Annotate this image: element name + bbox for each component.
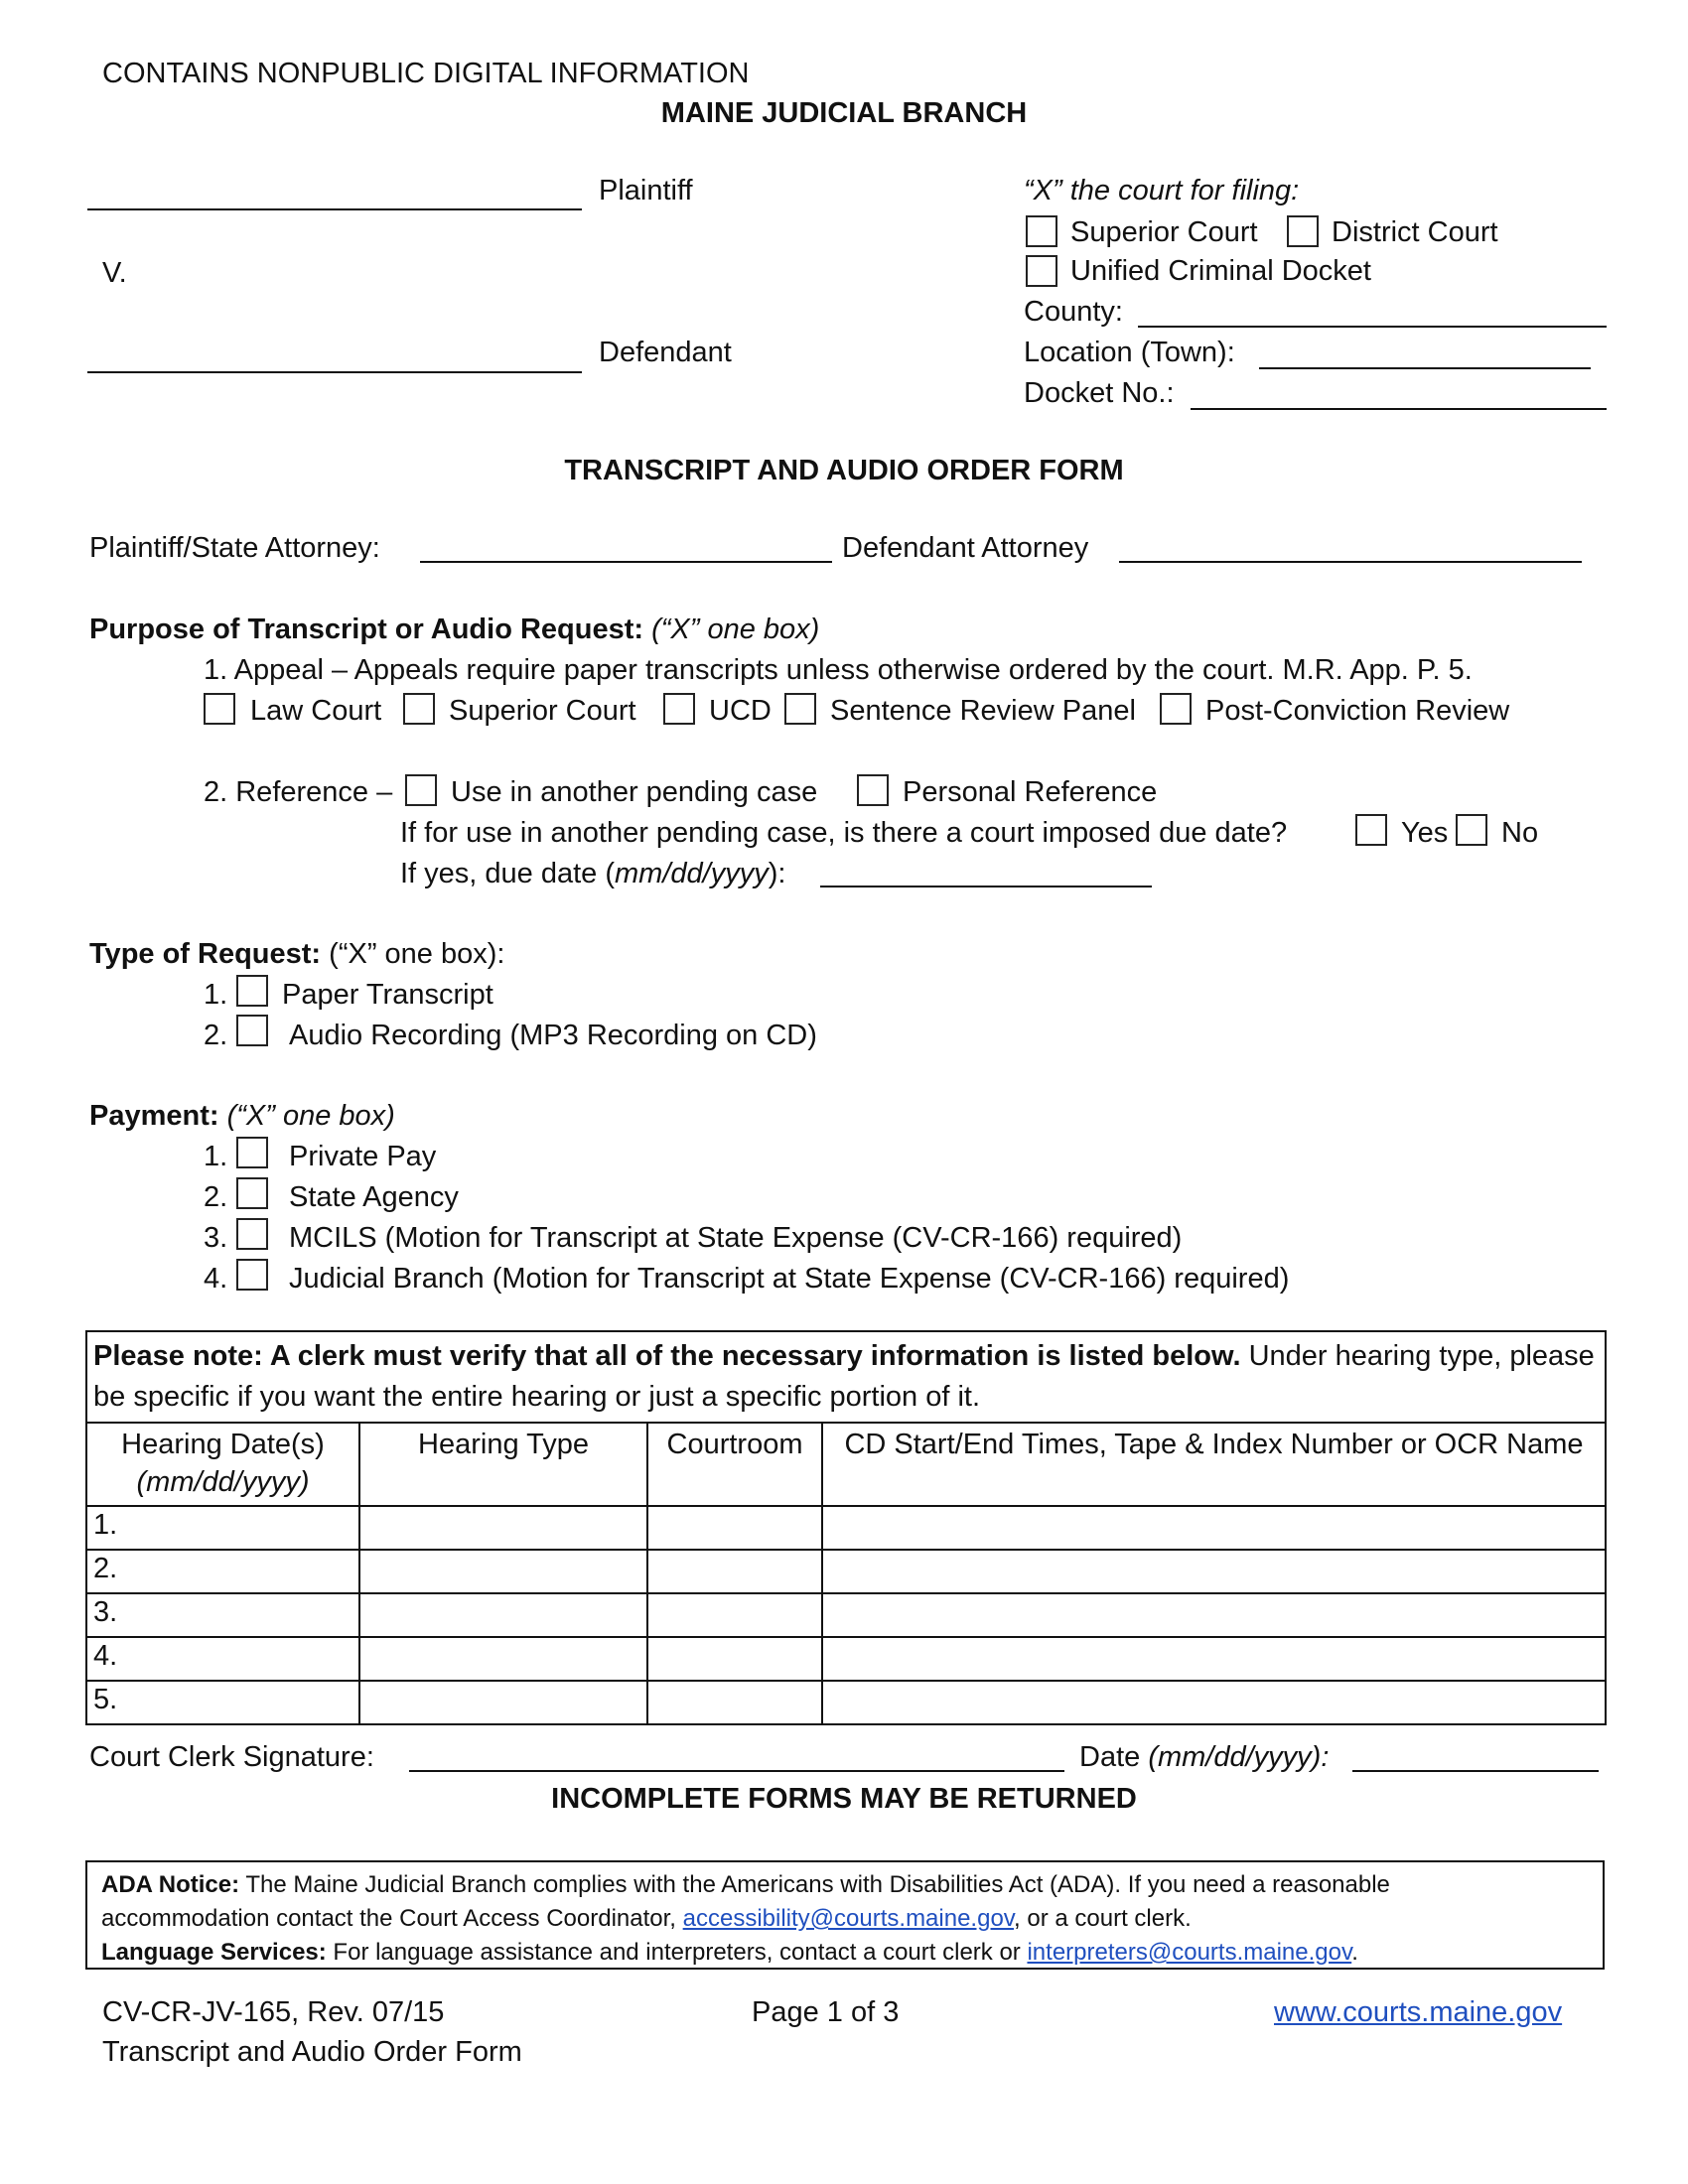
accessibility-email-link[interactable]: accessibility@courts.maine.gov [682, 1905, 1015, 1932]
private-pay-label: Private Pay [289, 1141, 437, 1172]
reference-label: 2. Reference – [204, 776, 393, 808]
row-number[interactable]: 1. [86, 1506, 359, 1550]
row-number[interactable]: 3. [86, 1593, 359, 1637]
mcils-checkbox[interactable] [236, 1218, 268, 1250]
due-date-label: If yes, due date (mm/dd/yyyy): [400, 858, 786, 889]
table-row [86, 1593, 1606, 1637]
request-item-number: 2. [204, 1020, 228, 1051]
courtroom-cell[interactable] [647, 1506, 822, 1550]
defendant-attorney-field[interactable] [1119, 561, 1582, 563]
plaintiff-name-line[interactable] [87, 208, 582, 210]
state-agency-label: State Agency [289, 1181, 459, 1213]
website-link[interactable]: www.courts.maine.gov [1274, 1996, 1563, 2028]
mcils-label: MCILS (Motion for Transcript at State Expense (CV-CR-166) required) [289, 1222, 1183, 1254]
district-court-label: District Court [1332, 216, 1498, 248]
incomplete-warning: INCOMPLETE FORMS MAY BE RETURNED [551, 1783, 1137, 1815]
table-row [86, 1637, 1606, 1681]
location-field[interactable] [1259, 367, 1591, 369]
audio-recording-label: Audio Recording (MP3 Recording on CD) [289, 1020, 817, 1051]
purpose-heading: Purpose of Transcript or Audio Request: (“X” one box) [89, 614, 820, 645]
page-number: Page 1 of 3 [752, 1996, 900, 2028]
branch-title: MAINE JUDICIAL BRANCH [660, 97, 1028, 129]
cd-times-cell[interactable] [822, 1506, 1606, 1550]
nonpublic-notice: CONTAINS NONPUBLIC DIGITAL INFORMATION [102, 58, 750, 89]
law-court-checkbox[interactable] [204, 693, 235, 725]
ada-line-1: ADA Notice: The Maine Judicial Branch complies with the Americans with Disabilities Act (ADA). If you need a reasonable [101, 1871, 1390, 1898]
due-date-question: If for use in another pending case, is there a court imposed due date? [400, 817, 1288, 849]
unified-criminal-docket-label: Unified Criminal Docket [1070, 255, 1371, 287]
col-courtroom: Courtroom [647, 1423, 822, 1506]
cd-times-cell[interactable] [822, 1550, 1606, 1593]
due-date-yes-label: Yes [1401, 817, 1449, 849]
table-row [86, 1681, 1606, 1724]
request-type-heading: Type of Request: (“X” one box): [89, 938, 505, 970]
cd-times-cell[interactable] [822, 1593, 1606, 1637]
plaintiff-attorney-label: Plaintiff/State Attorney: [89, 532, 380, 564]
defendant-label: Defendant [599, 337, 732, 368]
paper-transcript-checkbox[interactable] [236, 975, 268, 1007]
hearing-table [85, 1330, 1607, 1725]
signature-date-label: Date (mm/dd/yyyy): [1079, 1741, 1330, 1773]
due-date-field[interactable] [820, 886, 1152, 887]
superior-court-checkbox[interactable] [1026, 215, 1057, 247]
private-pay-checkbox[interactable] [236, 1137, 268, 1168]
due-date-yes-checkbox[interactable] [1355, 814, 1387, 846]
hearing-type-cell[interactable] [359, 1681, 647, 1724]
hearing-type-cell[interactable] [359, 1637, 647, 1681]
ucd-label: UCD [709, 695, 772, 727]
location-label: Location (Town): [1024, 337, 1235, 368]
defendant-name-line[interactable] [87, 371, 582, 373]
hearing-type-cell[interactable] [359, 1593, 647, 1637]
payment-item-number: 4. [204, 1263, 228, 1295]
ucd-checkbox[interactable] [663, 693, 695, 725]
table-row [86, 1506, 1606, 1550]
courtroom-cell[interactable] [647, 1593, 822, 1637]
clerk-signature-field[interactable] [409, 1770, 1064, 1772]
appeal-superior-court-label: Superior Court [449, 695, 636, 727]
col-hearing-type: Hearing Type [359, 1423, 647, 1506]
plaintiff-attorney-field[interactable] [420, 561, 832, 563]
state-agency-checkbox[interactable] [236, 1177, 268, 1209]
personal-reference-checkbox[interactable] [857, 774, 889, 806]
county-field[interactable] [1138, 326, 1607, 328]
judicial-branch-checkbox[interactable] [236, 1259, 268, 1291]
signature-date-field[interactable] [1352, 1770, 1599, 1772]
row-number[interactable]: 4. [86, 1637, 359, 1681]
col-hearing-date: Hearing Date(s) (mm/dd/yyyy) [86, 1423, 359, 1506]
clerk-signature-label: Court Clerk Signature: [89, 1741, 374, 1773]
hearing-type-cell[interactable] [359, 1550, 647, 1593]
paper-transcript-label: Paper Transcript [282, 979, 493, 1011]
post-conviction-review-checkbox[interactable] [1160, 693, 1192, 725]
language-services-line: Language Services: For language assistance and interpreters, contact a court clerk or interpreters@courts.maine.gov. [101, 1939, 1358, 1966]
unified-criminal-docket-checkbox[interactable] [1026, 255, 1057, 287]
sentence-review-panel-label: Sentence Review Panel [830, 695, 1136, 727]
audio-recording-checkbox[interactable] [236, 1015, 268, 1046]
form-name: Transcript and Audio Order Form [102, 2036, 522, 2068]
row-number[interactable]: 5. [86, 1681, 359, 1724]
pending-case-label: Use in another pending case [451, 776, 818, 808]
request-item-number: 1. [204, 979, 228, 1011]
courtroom-cell[interactable] [647, 1550, 822, 1593]
payment-item-number: 2. [204, 1181, 228, 1213]
payment-item-number: 1. [204, 1141, 228, 1172]
payment-item-number: 3. [204, 1222, 228, 1254]
form-title: TRANSCRIPT AND AUDIO ORDER FORM [564, 455, 1124, 486]
hearing-type-cell[interactable] [359, 1506, 647, 1550]
payment-heading: Payment: (“X” one box) [89, 1100, 395, 1132]
clerk-note: Please note: A clerk must verify that all of the necessary information is listed below. Under hearing type, please be specific if you want the entire hearing or just a specific portion of it. [86, 1331, 1606, 1423]
interpreters-email-link[interactable]: interpreters@courts.maine.gov [1027, 1939, 1352, 1966]
appeal-superior-court-checkbox[interactable] [403, 693, 435, 725]
judicial-branch-label: Judicial Branch (Motion for Transcript at State Expense (CV-CR-166) required) [289, 1263, 1290, 1295]
courtroom-cell[interactable] [647, 1681, 822, 1724]
docket-field[interactable] [1191, 408, 1607, 410]
docket-label: Docket No.: [1024, 377, 1175, 409]
cd-times-cell[interactable] [822, 1681, 1606, 1724]
defendant-attorney-label: Defendant Attorney [842, 532, 1089, 564]
ada-notice-box [85, 1860, 1605, 1970]
due-date-no-label: No [1501, 817, 1539, 849]
court-instruction: “X” the court for filing: [1024, 175, 1300, 206]
versus-label: V. [102, 257, 127, 289]
row-number[interactable]: 2. [86, 1550, 359, 1593]
post-conviction-review-label: Post-Conviction Review [1205, 695, 1510, 727]
pending-case-checkbox[interactable] [405, 774, 437, 806]
district-court-checkbox[interactable] [1287, 215, 1319, 247]
appeal-text: 1. Appeal – Appeals require paper transcripts unless otherwise ordered by the court. M.R. App. P. 5. [204, 654, 1473, 686]
ada-line-2: accommodation contact the Court Access Coordinator, accessibility@courts.maine.gov, or a court clerk. [101, 1905, 1192, 1932]
sentence-review-panel-checkbox[interactable] [784, 693, 816, 725]
superior-court-label: Superior Court [1070, 216, 1258, 248]
table-row [86, 1550, 1606, 1593]
col-cd-times: CD Start/End Times, Tape & Index Number or OCR Name [822, 1423, 1606, 1506]
form-code: CV-CR-JV-165, Rev. 07/15 [102, 1996, 445, 2028]
due-date-no-checkbox[interactable] [1456, 814, 1487, 846]
personal-reference-label: Personal Reference [903, 776, 1158, 808]
law-court-label: Law Court [250, 695, 382, 727]
plaintiff-label: Plaintiff [599, 175, 693, 206]
courtroom-cell[interactable] [647, 1637, 822, 1681]
cd-times-cell[interactable] [822, 1637, 1606, 1681]
county-label: County: [1024, 296, 1123, 328]
